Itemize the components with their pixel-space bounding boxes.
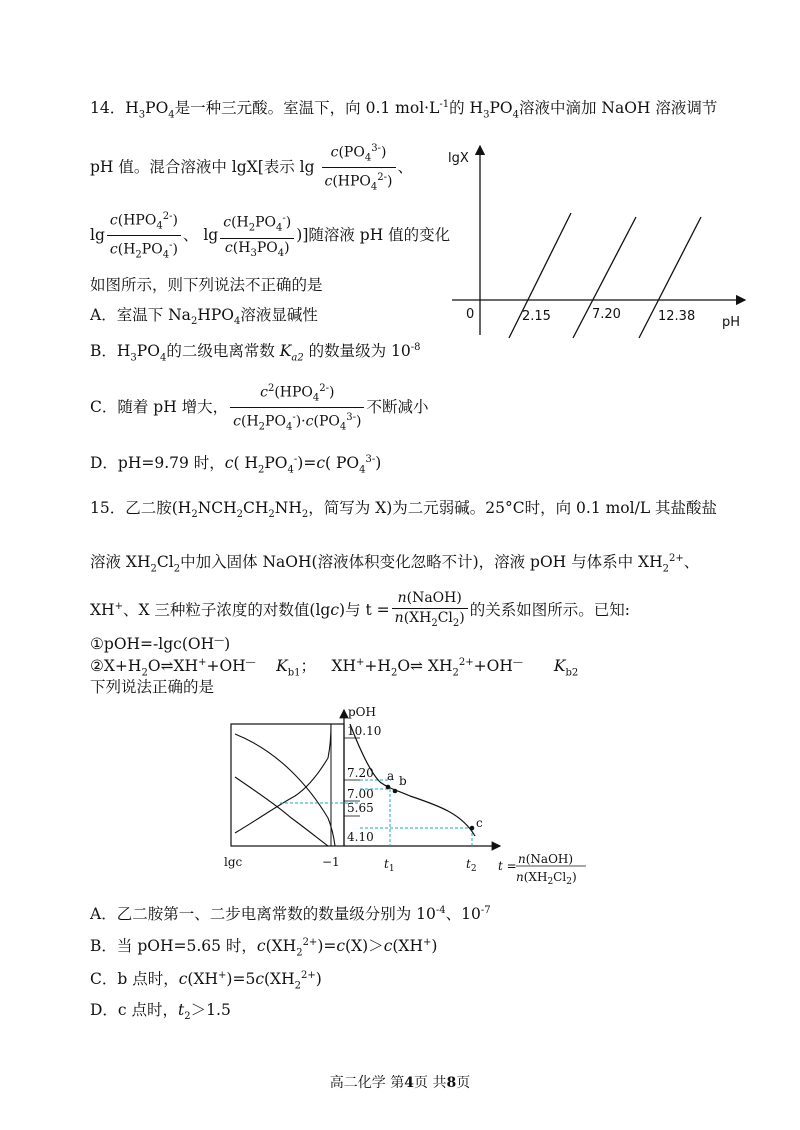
x-axis-label: pH	[722, 315, 741, 330]
lgc-label: lgc	[224, 855, 243, 869]
q15-option-d: D．c 点时，$t_2>1.5$	[90, 1001, 231, 1023]
t1-label: $t_1$	[384, 857, 395, 874]
origin-label: 0	[466, 307, 475, 322]
point-c	[470, 826, 475, 831]
tick-7-00: 7.00	[347, 787, 374, 801]
q14-option-b: B．$H_3PO_4$的二级电离常数 $K_{a2}$ 的数量级为 $10^{-8}$	[90, 342, 421, 364]
fraction-hpo4-h2po4: $\frac{c(HPO_4^{2-})}{c(H_2PO_4^-)}$	[107, 208, 181, 264]
q15-lead: 下列说法正确的是	[90, 678, 215, 696]
q15-known-2: $②X+H_2O\rightleftharpoons XH^++OH^—$ $K_{b1}$； $XH^++H_2O\rightleftharpoons$ $XH_2^{2+}+OH^—$ $K_{b2}$	[90, 657, 579, 679]
fraction-po4-hpo4: $\frac{c(PO_4^{3-})}{c(HPO_4^{2-})}$	[322, 140, 396, 196]
q15-stem-line1: 15．乙二胺($H_2NCH_2CH_2NH_2$，简写为 X)为二元弱碱。25°C时，向 0.1 mol/L 其盐酸盐	[90, 499, 718, 521]
q14-option-c: C．随着 pH 增大， $\frac{c^2(HPO_4^{2-})}{c(H_2PO_4^-)\cdot c(PO_4^{3-})}$ 不断减小	[90, 380, 428, 436]
page-footer: 高二化学 第4页 共8页	[329, 1075, 471, 1091]
fraction-h2po4-h3po4: $\frac{c(H_2PO_4^-)}{c(H_3PO_4)}$	[220, 210, 294, 261]
minus-one-label: −1	[322, 855, 340, 869]
q14-stem-line1: 14．$H_3PO_4$是一种三元酸。室温下，向 0.1 $mol\cdot L^{-1}$的 $H_3PO_4$溶液中滴加 NaOH 溶液调节	[90, 99, 718, 121]
q15-graph	[200, 700, 600, 892]
tick-7-20: 7.20	[592, 307, 621, 322]
tick-4-10: 4.10	[347, 830, 374, 844]
tick-2-15: 2.15	[522, 309, 551, 324]
q15-stem-line2: 溶液 $XH_2Cl_2$中加入固体 NaOH(溶液体积变化忽略不计)，溶液 pOH 与体系中 $XH_2^{2+}$、	[90, 553, 700, 575]
q14-stem-line3: lg $\frac{c(HPO_4^{2-})}{c(H_2PO_4^-)}$ 、 lg $\frac{c(H_2PO_4^-)}{c(H_3PO_4)}$ )]随溶液 pH 值的变化	[90, 208, 450, 264]
poh-label: pOH	[348, 705, 376, 719]
t-frac-num: n(NaOH)	[518, 852, 574, 866]
q14-stem-line4: 如图所示，则下列说法不正确的是	[90, 276, 323, 294]
q15-stem-line3: XH+、X 三种粒子浓度的对数值(lgc)与 t = $\frac{\text{n(NaOH)}}{n(XH_2Cl_2)}$ 的关系如图所示。已知:	[90, 586, 630, 632]
q15-option-a: A．乙二胺第一、二步电离常数的数量级分别为 $10^{-4}$、$10^{-7}$	[90, 905, 491, 924]
y-axis-label: lgX	[448, 151, 469, 166]
t-eq-label: t =	[498, 859, 517, 873]
tick-7-20: 7.20	[347, 766, 374, 780]
q14-option-d: D．pH=9.79 时，c( $H_2PO_4^-)=c$( $PO_4^{3-}$)	[90, 454, 382, 476]
label-a: a	[387, 769, 395, 783]
t-frac-den: $n(XH_2Cl_2)$	[516, 870, 577, 887]
t2-label: $t_2$	[466, 857, 477, 874]
q14-option-a: A．室温下 $Na_2HPO_4$溶液显碱性	[90, 306, 318, 328]
q14-graph	[430, 140, 760, 340]
fraction-t: $\frac{\text{n(NaOH)}}{n(XH_2Cl_2)}$	[392, 590, 468, 632]
lgc-panel	[231, 724, 344, 846]
q15-known-1: ①pOH=-lgc(OH—)	[90, 635, 231, 654]
q15-option-b: B．当 pOH=5.65 时，$c(XH_2^{2+})=c(X)>c(XH^+)$	[90, 937, 438, 959]
poh-curve	[350, 724, 475, 836]
curve-xh	[235, 777, 328, 846]
label-b: b	[399, 774, 407, 788]
curve-xh2	[235, 734, 335, 846]
point-a	[386, 785, 391, 790]
q15-option-c: C．b 点时，$c(XH^+)=5c(XH_2^{2+})$	[90, 970, 322, 992]
label-c: c	[476, 816, 483, 830]
tick-10-10: 10.10	[347, 724, 382, 738]
fraction-option-c: $\frac{c^2(HPO_4^{2-})}{c(H_2PO_4^-)\cdot c(PO_4^{3-})}$	[230, 380, 364, 436]
tick-5-65: 5.65	[347, 801, 374, 815]
tick-12-38: 12.38	[658, 309, 696, 324]
q14-stem-line2: pH 值。混合溶液中 lgX[表示 lg $\frac{c(PO_4^{3-})}{c(HPO_4^{2-})}$ 、	[90, 140, 413, 196]
point-b	[393, 789, 398, 794]
